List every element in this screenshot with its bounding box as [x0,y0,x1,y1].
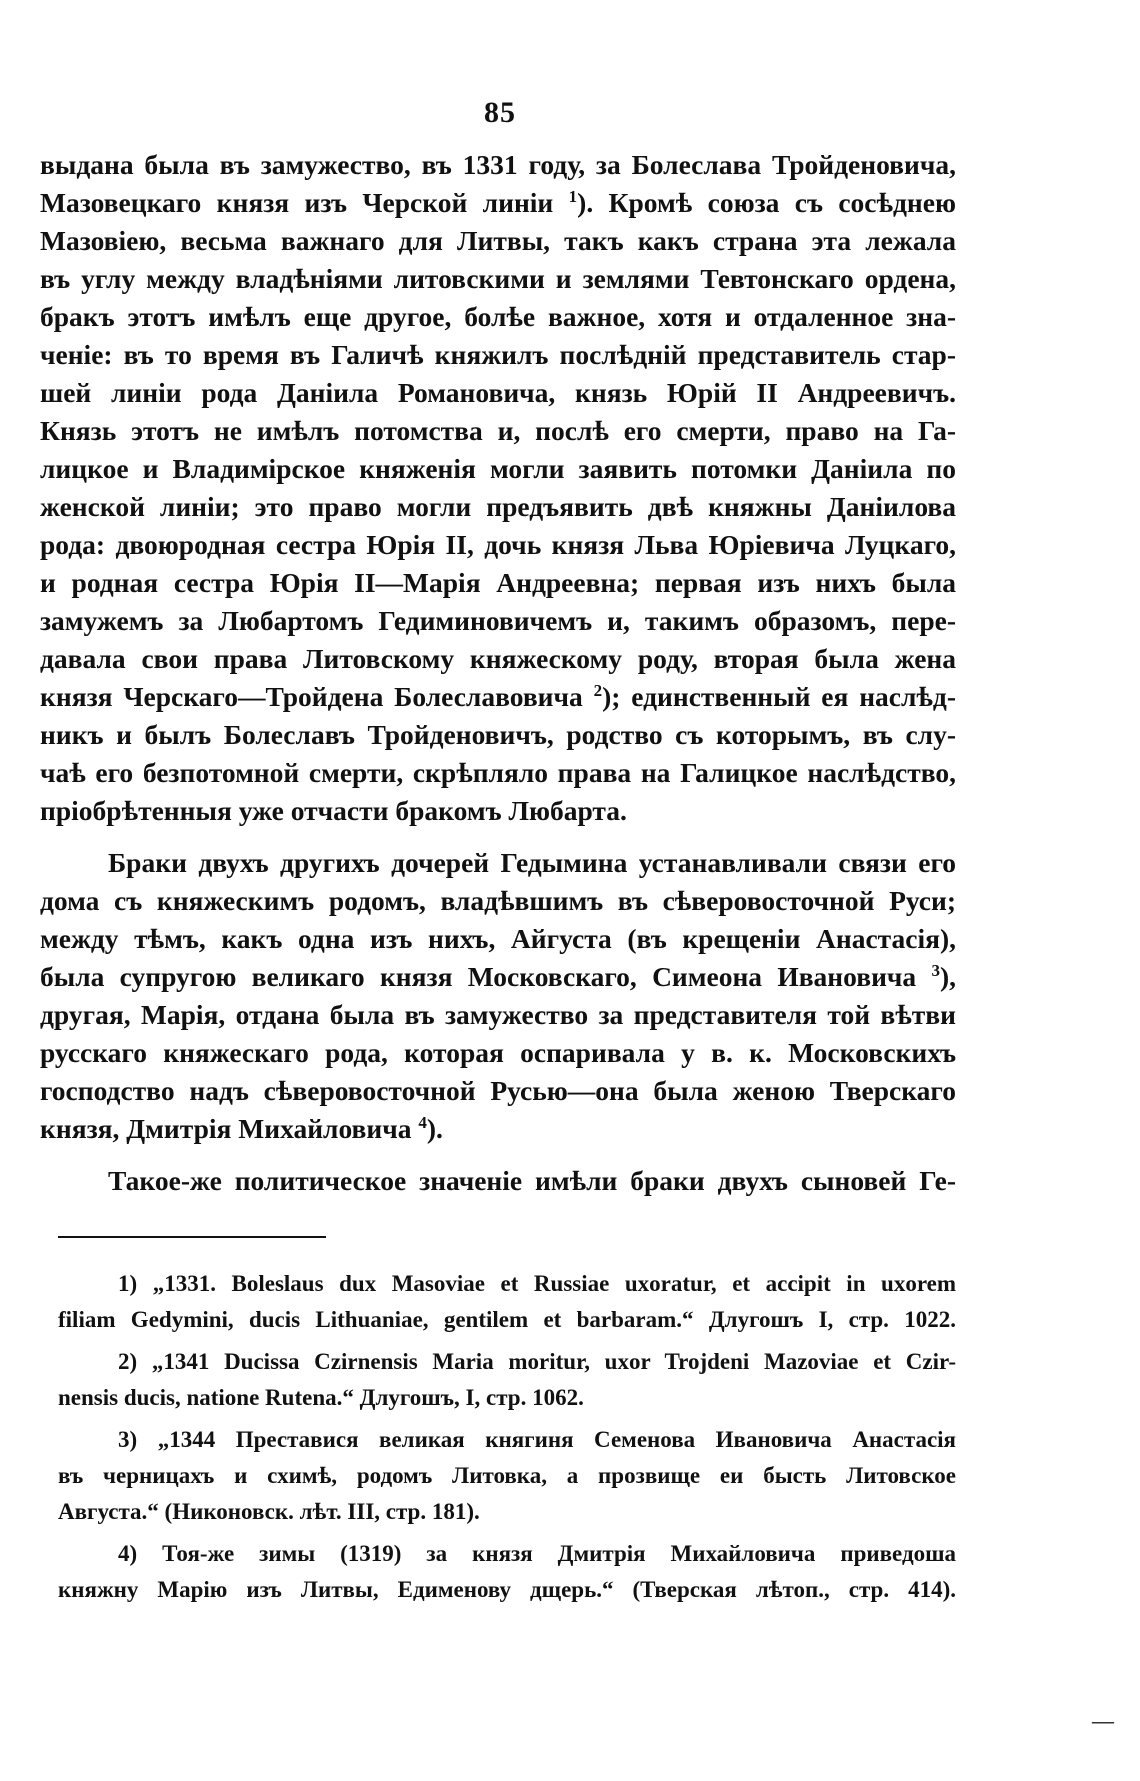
text-line: Такое-же политическое значеніе имѣли браки двухъ сыновей Ге- [108,1165,956,1196]
footnote-ref: 2 [593,680,603,700]
footnote-line: Августа.“ (Никоновск. лѣт. III, стр. 181). [58,1499,480,1524]
text-fragment: князя Черскаго—Тройдена Болеславовича [40,681,583,712]
footnote-marker: 1) [118,1271,138,1296]
text-line: господство надъ сѣверовосточной Русью—она была женою Тверскаго [40,1075,956,1106]
footnote-ref: 1 [568,186,578,206]
text-fragment: ). [426,1113,443,1144]
text-line: женской линіи; это право могли предъявить двѣ княжны Даніилова [40,491,956,522]
footnote-line [58,1266,956,1302]
footnote-marker: 2) [118,1349,138,1374]
text-line [40,958,956,996]
footnote-line [58,1344,956,1380]
text-line [40,678,956,716]
text-line: русскаго княжескаго рода, которая оспаривала у в. к. Московскихъ [40,1037,956,1068]
text-line: ченіе: въ то время въ Галичѣ княжилъ послѣдній представитель стар- [40,339,956,370]
text-line: дома съ княжескимъ родомъ, владѣвшимъ въ сѣверовосточной Руси; [40,885,956,916]
footnote-line: nensis ducis, natione Rutena.“ Длугошъ, I, стр. 1062. [58,1385,584,1410]
text-fragment: ); единственный ея наслѣд- [602,681,957,712]
footnote-line [58,1536,956,1572]
footnotes [58,1266,956,1614]
corner-mark: — [1092,1708,1114,1733]
text-line: никъ и былъ Болеславъ Тройденовичъ, родство съ которымъ, въ слу- [40,719,956,750]
footnote-line: въ черницахъ и схимѣ, родомъ Литовка, а прозвище еи бысть Литовское [58,1463,956,1488]
text-line: рода: двоюродная сестра Юрія II, дочь князя Льва Юріевича Луцкаго, [40,529,956,560]
footnote-divider [58,1236,326,1238]
page-number: 85 [484,96,516,129]
footnote-2 [58,1344,956,1416]
footnote-ref: 4 [418,1112,427,1132]
text-line: другая, Марія, отдана была въ замужество за представителя той вѣтви [40,999,956,1030]
text-line [40,184,956,222]
footnote-line: filiam Gedymini, ducis Lithuaniae, gentilem et barbaram.“ Длугошъ I, стр. 1022. [58,1307,956,1332]
text-fragment: ), [939,961,956,992]
footnote-line: княжну Марію изъ Литвы, Едименову дщерь.“ (Тверская лѣтоп., стр. 414). [58,1577,956,1602]
footnote-marker: 4) [118,1541,138,1566]
text-line: давала свои права Литовскому княжескому роду, вторая была жена [40,643,956,674]
paragraph-2 [40,844,956,1148]
text-line: въ углу между владѣніями литовскими и землями Тевтонскаго ордена, [40,263,956,294]
footnote-line [58,1422,956,1458]
footnote-text: Тоя-же зимы (1319) за князя Дмитрія Михайловича приведоша [162,1541,957,1566]
text-line: чаѣ его безпотомной смерти, скрѣпляло права на Галицкое наслѣдство, [40,757,956,788]
text-line: Князь этотъ не имѣлъ потомства и, послѣ его смерти, право на Га- [40,415,956,446]
main-text [40,146,956,1200]
text-fragment: ). Кромѣ союза съ сосѣднею [577,187,956,218]
text-line: между тѣмъ, какъ одна изъ нихъ, Айгуста (въ крещеніи Анастасія), [40,923,956,954]
paragraph-1 [40,146,956,830]
text-line: лицкое и Владимірское княженія могли заявить потомки Даніила по [40,453,956,484]
footnote-text: „1331. Boleslaus dux Masoviae et Russiae uxoratur, et accipit in uxorem [152,1271,956,1296]
footnote-marker: 3) [118,1427,138,1452]
footnote-3 [58,1422,956,1530]
footnote-text: „1341 Ducissa Czirnensis Maria moritur, uxor Trojdeni Mazoviae et Czir- [151,1349,956,1374]
text-fragment: была супругою великаго князя Московскаго, Симеона Ивановича [40,961,917,992]
footnote-text: „1344 Преставися великая княгиня Семенова Ивановича Анастасія [157,1427,957,1452]
text-fragment: князя, Дмитрія Михайловича [40,1113,412,1144]
text-line: и родная сестра Юрія II—Марія Андреевна; первая изъ нихъ была [40,567,956,598]
text-line: шей линіи рода Даніила Романовича, князь Юрій II Андреевичъ. [40,377,956,408]
footnote-ref: 3 [931,960,940,980]
footnote-4 [58,1536,956,1608]
paragraph-3 [40,1162,956,1200]
footnote-1 [58,1266,956,1338]
text-line: замужемъ за Любартомъ Гедиминовичемъ и, такимъ образомъ, пере- [40,605,956,636]
text-line: бракъ этотъ имѣлъ еще другое, болѣе важное, хотя и отдаленное зна- [40,301,956,332]
text-line: выдана была въ замужество, въ 1331 году, за Болеслава Тройденовича, [40,149,956,180]
text-line: Браки двухъ другихъ дочерей Гедымина устанавливали связи его [108,847,956,878]
text-line [40,1110,956,1148]
text-line: пріобрѣтенныя уже отчасти бракомъ Любарта. [40,795,627,826]
text-line: Мазовіею, весьма важнаго для Литвы, такъ какъ страна эта лежала [40,225,956,256]
text-fragment: Мазовецкаго князя изъ Черской линіи [40,187,554,218]
